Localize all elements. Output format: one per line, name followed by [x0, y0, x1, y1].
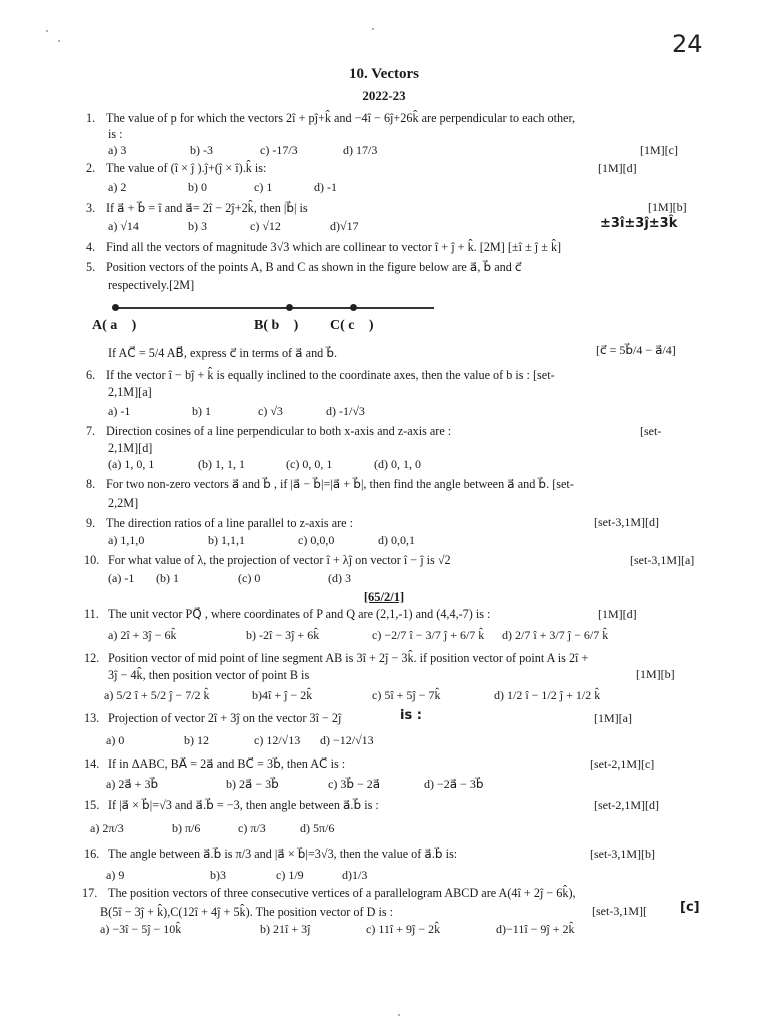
question-12	[84, 650, 588, 666]
question-1-cont: is :	[108, 127, 123, 141]
option-c: c) √3	[258, 404, 283, 418]
question-6-cont: 2,1M][a]	[108, 385, 152, 399]
option-b: b) 3	[188, 219, 207, 233]
question-9	[86, 515, 353, 531]
question-3-mark: [1M][b]	[648, 200, 687, 214]
option-d: d)1/3	[342, 868, 368, 882]
question-3	[86, 200, 308, 216]
question-9-mark: [set-3,1M][d]	[594, 515, 659, 529]
question-number: 11.	[84, 607, 99, 621]
question-text: The angle between a⃗.b⃗ is π/3 and |a⃗ × b⃗|=3√3, then the value of a⃗.b⃗ is:	[108, 847, 458, 861]
option-c: c) π/3	[238, 821, 266, 835]
question-number: 5.	[86, 260, 96, 274]
option-c: c) -17/3	[260, 143, 298, 157]
option-a: a) 2î + 3ĵ − 6k̂	[108, 628, 177, 642]
question-number: 9.	[86, 516, 96, 530]
option-c: c) 11î + 9ĵ − 2k̂	[366, 922, 441, 936]
question-2	[86, 160, 266, 176]
option-c: c) 5î + 5ĵ − 7k̂	[372, 688, 441, 702]
handwritten-answer: [c]	[680, 900, 700, 915]
question-11-mark: [1M][d]	[598, 607, 637, 621]
option-b: b) 12	[184, 733, 209, 747]
option-b: (b) 1, 1, 1	[198, 457, 245, 471]
question-text: For what value of λ, the projection of vector î + λĵ on vector î − ĵ is √2	[108, 553, 451, 567]
question-17	[82, 885, 576, 901]
option-b: b) π/6	[172, 821, 201, 835]
question-text: For two non-zero vectors a⃗ and b⃗ , if |a⃗ − b⃗|=|a⃗ + b⃗|, then find the angle between a⃗ and b⃗. [set-	[106, 477, 574, 491]
question-1-mark: [1M][c]	[640, 143, 678, 157]
option-a: a) -1	[108, 404, 131, 418]
question-number: 3.	[86, 201, 96, 215]
label-point-a: A( a⃗ )	[92, 318, 137, 333]
question-1	[86, 110, 575, 126]
question-7	[86, 423, 451, 439]
question-text: Projection of vector 2î + 3ĵ on the vector 3î − 2ĵ	[108, 711, 342, 725]
option-b: b) -2î − 3ĵ + 6k̂	[246, 628, 320, 642]
option-b: b) 1,1,1	[208, 533, 245, 547]
question-text: If the vector î − bĵ + k̂ is equally inclined to the coordinate axes, then the value of b is : [set-	[106, 368, 555, 382]
question-text: The position vectors of three consecutive vertices of a parallelogram ABCD are A(4î + 2ĵ − 6k̂),	[108, 886, 576, 900]
option-b: b) 2a⃗ − 3b⃗	[226, 777, 279, 791]
option-d: d) 1/2 î − 1/2 ĵ + 1/2 k̂	[494, 688, 601, 702]
handwritten-answer: ±3î±3ĵ±3k̂	[600, 216, 678, 231]
question-text: The unit vector PQ⃗ , where coordinates of P and Q are (2,1,-1) and (4,4,-7) is :	[108, 607, 491, 621]
question-text: Direction cosines of a line perpendicular to both x-axis and z-axis are :	[106, 424, 452, 438]
option-b: b)3	[210, 868, 226, 882]
option-a: (a) 1, 0, 1	[108, 457, 155, 471]
option-b: b)4î + ĵ − 2k̂	[252, 688, 313, 702]
question-5	[86, 259, 522, 275]
question-text: If |a⃗ × b⃗|=√3 and a⃗.b⃗ = −3, then angle between a⃗.b⃗ is :	[108, 798, 379, 812]
option-a: a) 1,1,0	[108, 533, 145, 547]
question-number: 17.	[82, 886, 98, 900]
page-number: 24	[672, 30, 703, 58]
option-d: d) 2/7 î + 3/7 ĵ − 6/7 k̂	[502, 628, 609, 642]
question-number: 14.	[84, 757, 100, 771]
label-point-b: B( b⃗ )	[254, 318, 299, 333]
option-c: c) 0,0,0	[298, 533, 335, 547]
handwritten-note: is :	[400, 708, 422, 723]
question-11	[84, 606, 490, 622]
option-a: a) 3	[108, 143, 127, 157]
question-number: 7.	[86, 424, 96, 438]
scan-speck	[372, 28, 374, 30]
question-number: 4.	[86, 240, 96, 254]
option-d: (d) 3	[328, 571, 351, 585]
question-5-sub: If AC⃗ = 5/4 AB⃗, express c⃗ in terms of a⃗ and b⃗.	[108, 346, 338, 360]
question-16	[84, 846, 457, 862]
question-number: 12.	[84, 651, 100, 665]
option-a: a) 0	[106, 733, 125, 747]
point-a-dot	[112, 304, 119, 311]
question-number: 10.	[84, 553, 100, 567]
option-c: (c) 0, 0, 1	[286, 457, 333, 471]
option-c: c) 12/√13	[254, 733, 301, 747]
question-6	[86, 367, 555, 383]
question-number: 6.	[86, 368, 96, 382]
option-c: c) −2/7 î − 3/7 ĵ + 6/7 k̂	[372, 628, 485, 642]
option-d: d)−11î − 9ĵ + 2k̂	[496, 922, 575, 936]
option-c: c) 3b⃗ − 2a⃗	[328, 777, 381, 791]
question-5-answer: [c⃗ = 5b⃗/4 − a⃗/4]	[596, 343, 676, 357]
question-17-mark: [set-3,1M][	[592, 904, 647, 918]
option-d: (d) 0, 1, 0	[374, 457, 421, 471]
question-text: If a⃗ + b⃗ = î and a⃗= 2î − 2ĵ+2k̂, then |b⃗| is	[106, 201, 308, 215]
question-number: 2.	[86, 161, 96, 175]
option-a: a) −3î − 5ĵ − 10k̂	[100, 922, 182, 936]
page-title: 10. Vectors	[349, 66, 419, 82]
question-text: Position vector of mid point of line segment AB is 3î + 2ĵ − 3k̂. if position vector of point A is 2î +	[108, 651, 589, 665]
question-number: 15.	[84, 798, 100, 812]
year-heading: 2022-23	[362, 88, 406, 103]
question-number: 16.	[84, 847, 100, 861]
question-4	[86, 239, 561, 255]
question-15-mark: [set-2,1M][d]	[594, 798, 659, 812]
option-d: d) −2a⃗ − 3b⃗	[424, 777, 484, 791]
option-c: c) √12	[250, 219, 281, 233]
question-13	[84, 710, 341, 726]
option-b: b) -3	[190, 143, 213, 157]
option-b: b) 1	[192, 404, 211, 418]
question-15	[84, 797, 379, 813]
option-d: d) -1/√3	[326, 404, 365, 418]
question-16-mark: [set-3,1M][b]	[590, 847, 655, 861]
point-b-dot	[286, 304, 293, 311]
option-a: (a) -1	[108, 571, 135, 585]
question-2-mark: [1M][d]	[598, 161, 637, 175]
point-c-dot	[350, 304, 357, 311]
scan-speck	[398, 1014, 400, 1016]
option-d: d) −12/√13	[320, 733, 374, 747]
question-5-cont: respectively.[2M]	[108, 278, 195, 292]
question-14-mark: [set-2,1M][c]	[590, 757, 655, 771]
option-b: b) 21î + 3ĵ	[260, 922, 311, 936]
question-12-mark: [1M][b]	[636, 667, 675, 681]
question-number: 1.	[86, 111, 96, 125]
scan-speck	[46, 30, 48, 32]
option-c: c) 1	[254, 180, 273, 194]
question-8-cont: 2,2M]	[108, 496, 139, 510]
label-point-c: C( c⃗ )	[330, 318, 374, 333]
option-a: a) 2π/3	[90, 821, 124, 835]
scan-speck	[58, 40, 60, 42]
figure-line	[114, 307, 434, 309]
option-a: a) √14	[108, 219, 139, 233]
option-d: d)√17	[330, 219, 359, 233]
question-number: 8.	[86, 477, 96, 491]
section-code: [65/2/1]	[363, 590, 405, 604]
option-a: a) 5/2 î + 5/2 ĵ − 7/2 k̂	[104, 688, 210, 702]
question-text: The direction ratios of a line parallel to z-axis are :	[106, 516, 354, 530]
question-14	[84, 756, 345, 772]
option-b: b) 0	[188, 180, 207, 194]
option-d: d) 5π/6	[300, 821, 335, 835]
question-7-mark: [set-	[640, 424, 662, 438]
question-text: The value of (î × ĵ ).ĵ+(ĵ × î).k̂ is:	[106, 161, 267, 175]
question-number: 13.	[84, 711, 100, 725]
option-c: c) 1/9	[276, 868, 304, 882]
question-8	[86, 476, 574, 492]
option-b: (b) 1	[156, 571, 179, 585]
question-10-mark: [set-3,1M][a]	[630, 553, 695, 567]
option-d: d) -1	[314, 180, 337, 194]
question-text: Find all the vectors of magnitude 3√3 which are collinear to vector î + ĵ + k̂. [2M] [±î ± ĵ ± k̂]	[106, 240, 562, 254]
option-d: d) 17/3	[343, 143, 378, 157]
option-d: d) 0,0,1	[378, 533, 415, 547]
option-a: a) 2	[108, 180, 127, 194]
question-7-cont: 2,1M][d]	[108, 441, 153, 455]
question-13-mark: [1M][a]	[594, 711, 632, 725]
question-text: Position vectors of the points A, B and C as shown in the figure below are a⃗, b⃗ and c⃗	[106, 260, 522, 274]
question-10	[84, 552, 451, 568]
question-12-cont: 3ĵ − 4k̂, then position vector of point B is	[108, 668, 310, 682]
option-a: a) 9	[106, 868, 125, 882]
question-text: If in ΔABC, BA⃗ = 2a⃗ and BC⃗ = 3b⃗, then AC⃗ is :	[108, 757, 346, 771]
option-c: (c) 0	[238, 571, 261, 585]
question-text: The value of p for which the vectors 2î + pĵ+k̂ and −4î − 6ĵ+26k̂ are perpendicular to each other,	[106, 111, 576, 125]
option-a: a) 2a⃗ + 3b⃗	[106, 777, 159, 791]
question-17-cont: B(5î − 3ĵ + k̂),C(12î + 4ĵ + 5k̂). The position vector of D is :	[100, 905, 393, 919]
